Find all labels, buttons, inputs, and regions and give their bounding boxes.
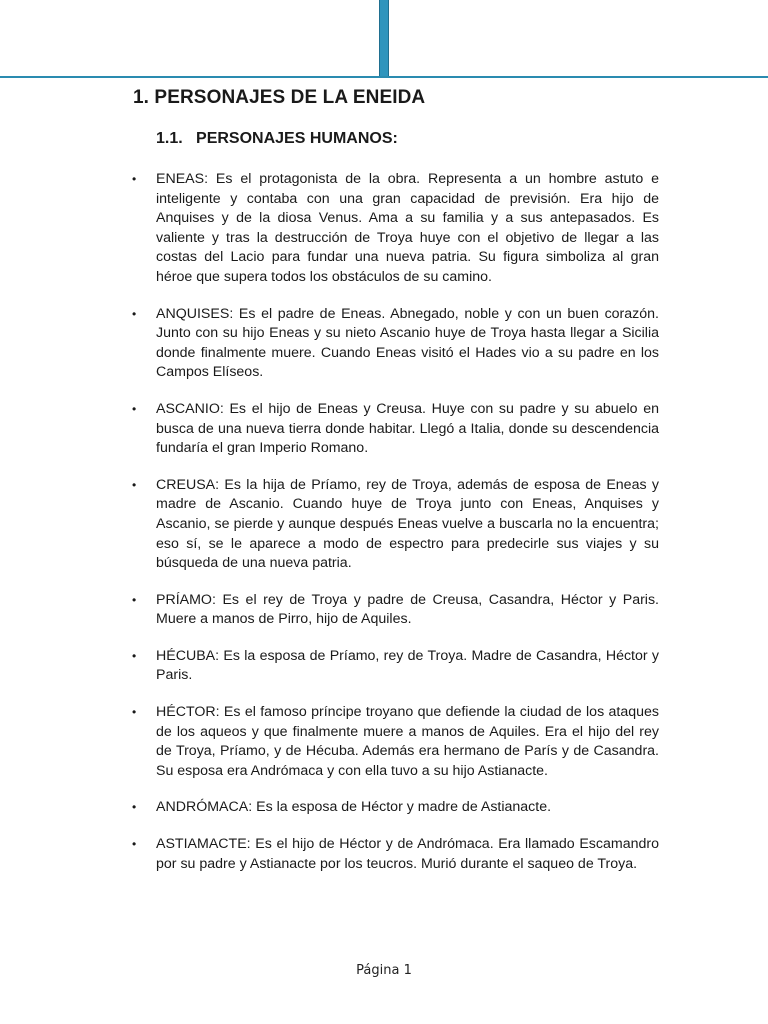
heading-2: 1.1. PERSONAJES HUMANOS:: [156, 130, 398, 147]
list-item-text: ENEAS: Es el protagonista de la obra. Representa a un hombre astuto e inteligente y contaba con una gran capacidad de previsión. Era hijo de Anquises y de la diosa Venus. Ama a su familia y a sus antepasados. Es valiente y tras la destrucción de Troya huye con el objetivo de llegar a las costas del Lacio para fundar una nueva patria. Su figura simboliza al gran héroe que supera todos los obstáculos de su camino.: [156, 171, 659, 285]
list-item-text: PRÍAMO: Es el rey de Troya y padre de Creusa, Casandra, Héctor y Paris. Muere a manos de Pirro, hijo de Aquiles.: [156, 591, 659, 628]
bullet-icon: •: [132, 837, 137, 852]
bullet-icon: •: [132, 800, 137, 815]
bullet-icon: •: [132, 705, 137, 720]
header-rule: [0, 76, 768, 78]
list-item-text: HÉCUBA: Es la esposa de Príamo, rey de Troya. Madre de Casandra, Héctor y Paris.: [156, 647, 659, 684]
bullet-icon: •: [132, 648, 137, 663]
bullet-icon: •: [132, 172, 137, 186]
list-item-text: HÉCTOR: Es el famoso príncipe troyano que defiende la ciudad de los ataques de los aqueos y que finalmente muere a manos de Aquiles. Era el hijo del rey de Troya, Príamo, y de Hécuba. Además era hermano de París y de Casandra. Su esposa era Andrómaca y con ella tuvo a su hijo Astianacte.: [156, 704, 659, 779]
character-list: [133, 170, 659, 874]
list-item-text: ASTIAMACTE: Es el hijo de Héctor y de Andrómaca. Era llamado Escamandro por su padre y Astianacte por los teucros. Murió durante el saqueo de Troya.: [156, 836, 659, 872]
list-item: [133, 476, 659, 574]
list-item-text: ANQUISES: Es el padre de Eneas. Abnegado, noble y con un buen corazón. Junto con su hijo Eneas y su nieto Ascanio huye de Troya hasta llegar a Sicilia donde finalmente muere. Cuando Eneas visitó el Hades vio a su padre en los Campos Elíseos.: [156, 305, 659, 381]
list-item-text: CREUSA: Es la hija de Príamo, rey de Troya, además de esposa de Eneas y madre de Ascanio. Cuando huye de Troya junto con Eneas, Anquises y Ascanio, se pierde y aunque después Eneas vuelve a buscarla no la encuentra; eso sí, se le aparece a modo de espectro para predecirle sus viajes y su búsqueda de una nueva patria.: [156, 476, 659, 572]
list-item: [133, 591, 659, 630]
page-number: Página 1: [356, 963, 412, 978]
list-item: [133, 703, 659, 781]
bullet-icon: •: [132, 401, 137, 416]
heading-1: 1. PERSONAJES DE LA ENEIDA: [133, 87, 426, 108]
page-content: [133, 86, 659, 891]
list-item: [133, 835, 659, 874]
list-item: [133, 305, 659, 383]
header-accent-bar: [379, 0, 389, 77]
bullet-icon: •: [132, 306, 137, 321]
list-item: [133, 400, 659, 459]
list-item: [133, 798, 659, 818]
list-item: [133, 170, 659, 288]
bullet-icon: •: [132, 477, 137, 492]
list-item: [133, 647, 659, 686]
bullet-icon: •: [132, 592, 137, 607]
list-item-text: ANDRÓMACA: Es la esposa de Héctor y madre de Astianacte.: [156, 799, 552, 816]
list-item-text: ASCANIO: Es el hijo de Eneas y Creusa. Huye con su padre y su abuelo en busca de una nueva tierra donde habitar. Llegó a Italia, donde su descendencia fundaría el gran Imperio Romano.: [156, 400, 659, 457]
